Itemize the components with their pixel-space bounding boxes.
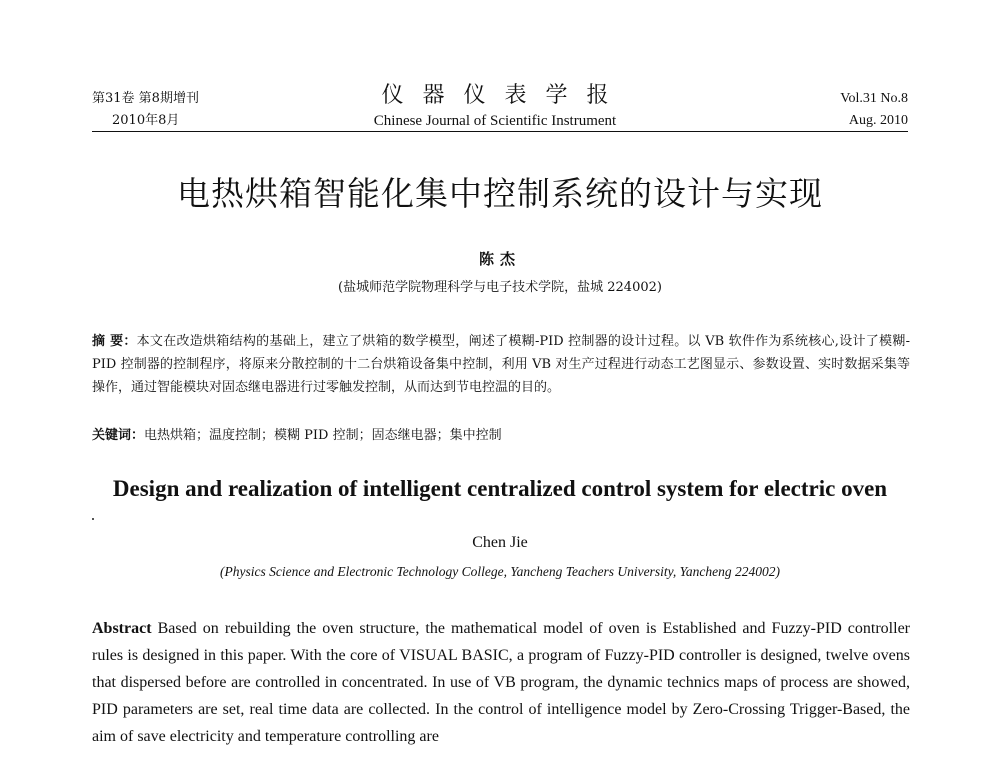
author-name-cn: 陈杰 bbox=[478, 250, 521, 268]
abstract-en-text: Based on rebuilding the oven structure, the mathematical model of oven is Established and Fuzzy-PID controller rules is designed in this paper. With the core of VISUAL BASIC, a program of Fuzzy-PID controller is designed, twelve ovens that dispersed before are controlled in concentrated. In use of VB program, the dynamic technics maps of process are showed, PID parameters are set, real time data are collected. In the control of intelligence model by Zero-Crossing Trigger-Based, the aim of save electricity and temperature controlling are bbox=[92, 620, 911, 745]
author-name-en: Chen Jie bbox=[472, 534, 528, 551]
abstract-en bbox=[92, 615, 910, 750]
date-cn: 2010年8月 bbox=[112, 113, 180, 128]
journal-header-left bbox=[92, 88, 199, 132]
affiliation-cn: (盐城师范学院物理科学与电子技术学院，盐城 224002) bbox=[338, 280, 662, 295]
abstract-cn bbox=[92, 330, 910, 399]
keywords-cn bbox=[92, 424, 910, 447]
header-divider bbox=[92, 131, 908, 132]
abstract-cn-label: 摘 要： bbox=[92, 334, 137, 349]
affiliation-en: (Physics Science and Electronic Technology College, Yancheng Teachers University, Yancheng 224002) bbox=[220, 564, 780, 579]
volume-issue-en: Vol.31 No.8 bbox=[840, 91, 908, 106]
journal-name-en: Chinese Journal of Scientific Instrument bbox=[373, 113, 617, 129]
keywords-cn-text: 电热烘箱；温度控制；模糊 PID 控制；固态继电器；集中控制 bbox=[144, 428, 502, 443]
journal-header-center bbox=[330, 82, 660, 132]
scan-speck bbox=[92, 518, 94, 520]
abstract-en-label: Abstract bbox=[92, 620, 152, 637]
date-en: Aug. 2010 bbox=[848, 113, 908, 128]
paper-title-en: Design and realization of intelligent centralized control system for electric oven bbox=[112, 476, 888, 501]
keywords-cn-label: 关键词： bbox=[92, 428, 145, 443]
journal-header-right bbox=[840, 88, 908, 132]
journal-name-cn: 仪器仪表学报 bbox=[381, 83, 628, 108]
paper-title-cn: 电热烘箱智能化集中控制系统的设计与实现 bbox=[177, 174, 823, 213]
abstract-cn-text: 本文在改造烘箱结构的基础上，建立了烘箱的数学模型，阐述了模糊-PID 控制器的设计过程。以 VB 软件作为系统核心,设计了模糊-PID 控制器的控制程序，将原来分散控制的十二台烘箱设备集中控制，利用 VB 对生产过程进行动态工艺图显示、参数设置、实时数据采集等操作，通过智能模块对固态继电器进行过零触发控制，从而达到节电控温的目的。 bbox=[92, 334, 911, 395]
volume-issue-cn: 第31卷 第8期增刊 bbox=[92, 91, 199, 106]
